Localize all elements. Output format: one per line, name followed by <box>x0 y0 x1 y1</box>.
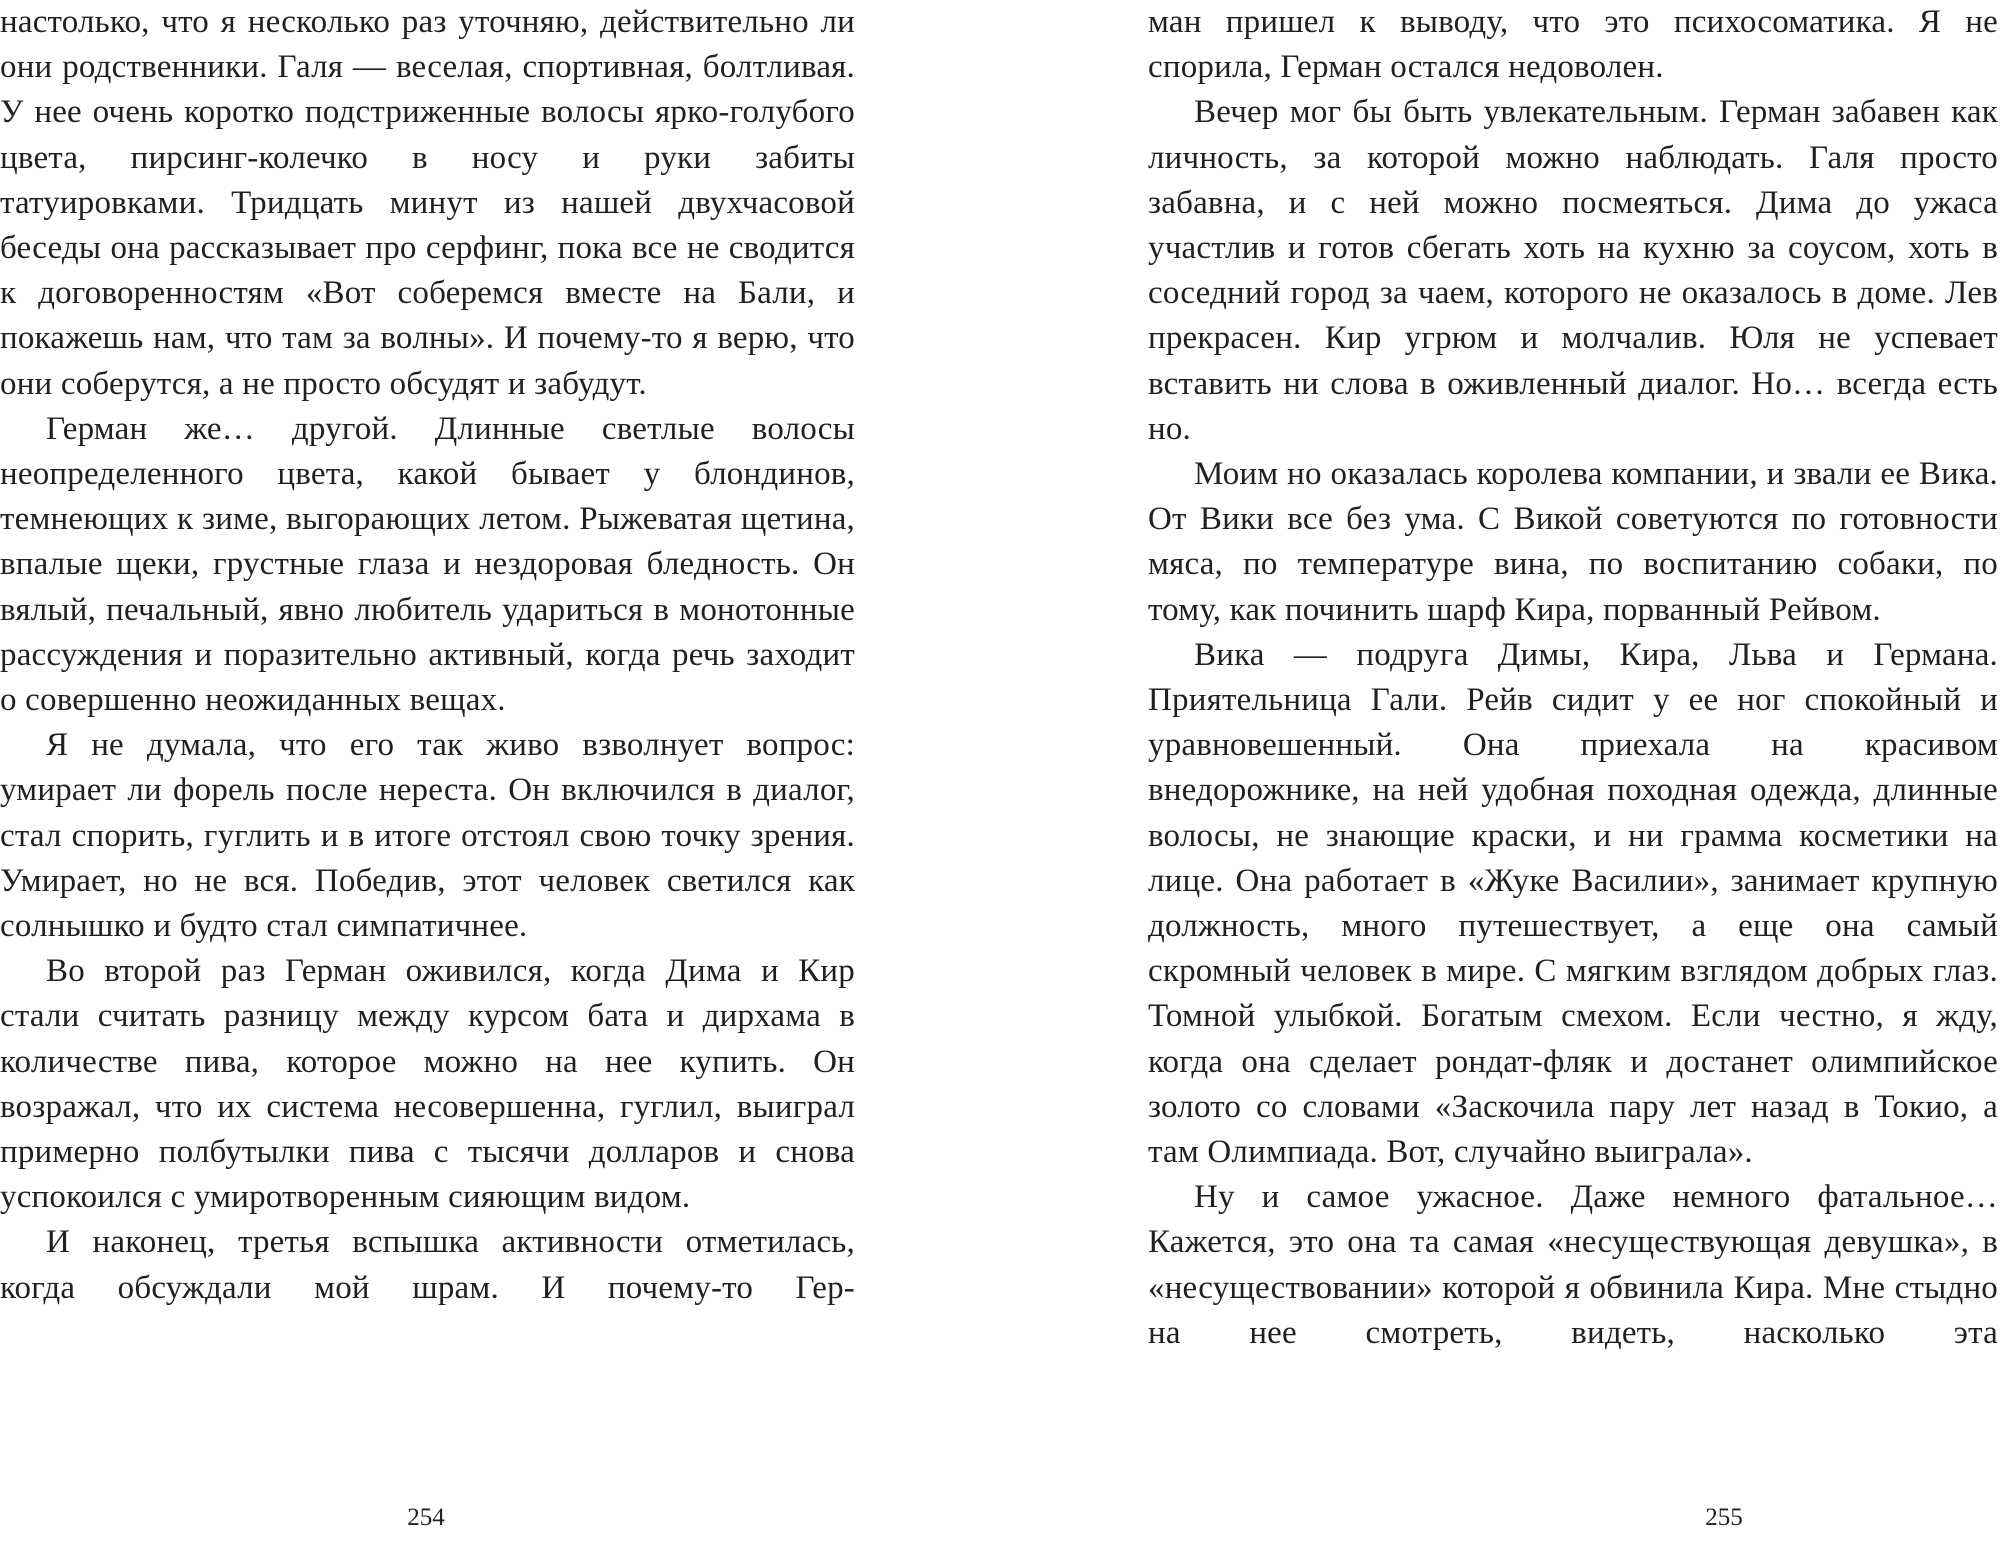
paragraph: И наконец, третья вспышка активности отметилась, когда обсуждали мой шрам. И почему-то Гер- <box>0 1224 855 1306</box>
right-page <box>1148 0 2000 1550</box>
paragraph: Я не думала, что его так живо взволнует вопрос: умирает ли форель после нереста. Он включился в диалог, стал спорить, гуглить и в итоге отстоял свою точку зрения. Умирает, но не вся. Победив, этот человек светился как солнышко и будто стал симпатичнее. <box>0 727 855 945</box>
paragraph: Герман же… другой. Длинные светлые волосы неопределенного цвета, какой бывает у блондинов, темнеющих к зиме, выгорающих летом. Рыжеватая щетина, впалые щеки, грустные глаза и нездоровая бледность. Он вялый, печальный, явно любитель удариться в монотонные рассуждения и поразительно активный, когда речь заходит о совершенно неожиданных вещах. <box>0 410 855 719</box>
left-page <box>0 0 860 1550</box>
paragraph: настолько, что я несколько раз уточняю, действительно ли они родственники. Галя — веселая, спортивная, болтливая. У нее очень коротко подстриженные волосы ярко-голубого цвета, пирсинг-колечко в носу и руки забиты татуировками. Тридцать минут из нашей двухчасовой беседы она рассказывает про серфинг, пока все не сводится к договоренностям «Вот соберемся вместе на Бали, и покажешь нам, что там за волны». И почему-то я верю, что они соберутся, а не просто обсудят и забудут. <box>0 4 855 402</box>
left-page-text <box>0 0 855 1311</box>
paragraph: Ну и самое ужасное. Даже немного фатальное… Кажется, это она та самая «несуществующая девушка», в «несуществовании» которой я обвинила Кира. Мне стыдно на нее смотреть, видеть, насколько эта <box>1148 1179 1998 1351</box>
paragraph: Во второй раз Герман оживился, когда Дима и Кир стали считать разницу между курсом бата и дирхама в количестве пива, которое можно на нее купить. Он возражал, что их система несовершенна, гуглил, выиграл примерно полбутылки пива с тысячи долларов и снова успокоился с умиротворенным сияющим видом. <box>0 953 855 1216</box>
right-page-text <box>1148 0 1998 1356</box>
page-number: 254 <box>407 1504 445 1531</box>
paragraph: Вечер мог бы быть увлекательным. Герман забавен как личность, за которой можно наблюдать. Галя просто забавна, и с ней можно посмеяться. Дима до ужаса участлив и готов сбегать хоть на кухню за соусом, хоть в соседний город за чаем, которого не оказалось в доме. Лев прекрасен. Кир угрюм и молчалив. Юля не успевает вставить ни слова в оживленный диалог. Но… всегда есть но. <box>1148 94 1998 447</box>
paragraph: ман пришел к выводу, что это психосоматика. Я не спорила, Герман остался недоволен. <box>1148 4 1998 86</box>
paragraph: Вика — подруга Димы, Кира, Льва и Германа. Приятельница Гали. Рейв сидит у ее ног спокойный и уравновешенный. Она приехала на красивом внедорожнике, на ней удобная походная одежда, длинные волосы, не знающие краски, и ни грамма косметики на лице. Она работает в «Жуке Василии», занимает крупную должность, много путешествует, а еще она самый скромный человек в мире. С мягким взглядом добрых глаз. Томной улыбкой. Богатым смехом. Если честно, я жду, когда она сделает рондат-фляк и достанет олимпийское золото со словами «Заскочила пару лет назад в Токио, а там Олимпиада. Вот, случайно выиграла». <box>1148 636 1998 1171</box>
page-number: 255 <box>1705 1504 1743 1531</box>
paragraph: Моим но оказалась королева компании, и звали ее Вика. От Вики все без ума. С Викой советуются по готовности мяса, по температуре вина, по воспитанию собаки, по тому, как починить шарф Кира, порванный Рейвом. <box>1148 456 1998 628</box>
